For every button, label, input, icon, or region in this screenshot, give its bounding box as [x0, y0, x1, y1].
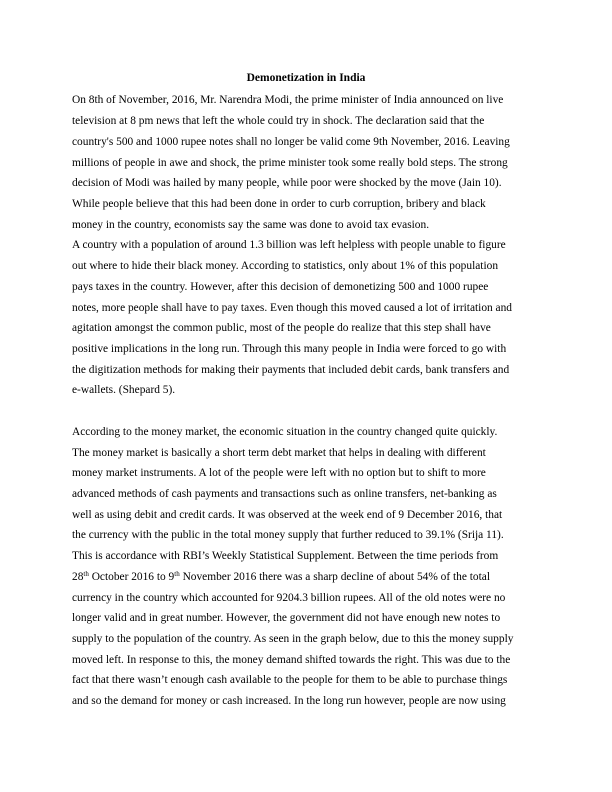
paragraph-3-line-6: the currency with the public in the total money supply that further reduced to 39.1% (Srija 11).	[72, 529, 504, 541]
paragraph-3-line-4: advanced methods of cash payments and transactions such as online transfers, net-banking as	[72, 488, 497, 500]
paragraph-3-line-8	[72, 569, 490, 585]
paragraph-3-line-14: and so the demand for money or cash increased. In the long run however, people are now using	[72, 695, 506, 707]
paragraph-1-line-5: decision of Modi was hailed by many people, while poor were shocked by the move (Jain 10).	[72, 177, 502, 189]
date-start-suffix: th	[83, 570, 89, 578]
paragraph-3-line-12: moved left. In response to this, the money demand shifted towards the right. This was due to the	[72, 654, 511, 666]
paragraph-3-line-13: fact that there wasn’t enough cash available to the people for them to be able to purchase things	[72, 674, 508, 686]
paragraph-1-line-7: money in the country, economists say the same was done to avoid tax evasion.	[72, 219, 430, 231]
paragraph-3-line-11: supply to the population of the country. As seen in the graph below, due to this the money supply	[72, 633, 514, 645]
date-end-suffix: th	[174, 570, 180, 578]
paragraph-3-line-7: This is accordance with RBI’s Weekly Statistical Supplement. Between the time periods from	[72, 550, 499, 562]
paragraph-2-line-1: A country with a population of around 1.3 billion was left helpless with people unable to figure	[72, 239, 506, 251]
paragraph-1-line-1: On 8th of November, 2016, Mr. Narendra Modi, the prime minister of India announced on live	[72, 94, 504, 106]
paragraph-2-line-3: pays taxes in the country. However, after this decision of demonetizing 500 and 1000 rupee	[72, 281, 489, 293]
paragraph-1-line-2: television at 8 pm news that left the whole could try in shock. The declaration said that the	[72, 115, 485, 127]
paragraph-3-line-1: According to the money market, the economic situation in the country changed quite quickly.	[72, 426, 498, 438]
date-range-middle: October 2016 to 9	[88, 571, 175, 583]
paragraph-3-line-10: longer valid and in great number. However, the government did not have enough new notes to	[72, 612, 501, 624]
document-title: Demonetization in India	[246, 72, 366, 84]
paragraph-2-line-7: the digitization methods for making their payments that included debit cards, bank transfers and	[72, 364, 510, 376]
paragraph-2-line-5: agitation amongst the common public, most of the people do realize that this step shall have	[72, 322, 491, 334]
paragraph-1-line-3: country's 500 and 1000 rupee notes shall no longer be valid come 9th November, 2016. Leaving	[72, 136, 510, 148]
paragraph-2-line-6: positive implications in the long run. Through this many people in India were forced to go with	[72, 343, 507, 355]
paragraph-1-line-6: While people believe that this had been done in order to curb corruption, bribery and black	[72, 198, 486, 210]
paragraph-1-line-4: millions of people in awe and shock, the prime minister took some really bold steps. The strong	[72, 157, 508, 169]
paragraph-3-line-9: currency in the country which accounted for 9204.3 billion rupees. All of the old notes were no	[72, 592, 506, 604]
date-range-tail: November 2016 there was a sharp decline of about 54% of the total	[179, 571, 491, 583]
date-start-day: 28	[72, 571, 84, 583]
paragraph-2-line-8: e-wallets. (Shepard 5).	[72, 384, 176, 396]
paragraph-3-line-3: money market instruments. A lot of the people were left with no option but to shift to more	[72, 467, 486, 479]
paragraph-3-line-2: The money market is basically a short term debt market that helps in dealing with different	[72, 447, 486, 459]
paragraph-3-line-5: well as using debit and credit cards. It was observed at the week end of 9 December 2016, that	[72, 509, 503, 521]
paragraph-2-line-2: out where to hide their black money. According to statistics, only about 1% of this population	[72, 260, 499, 272]
paragraph-2-line-4: notes, more people shall have to pay taxes. Even though this moved caused a lot of irritation and	[72, 302, 513, 314]
